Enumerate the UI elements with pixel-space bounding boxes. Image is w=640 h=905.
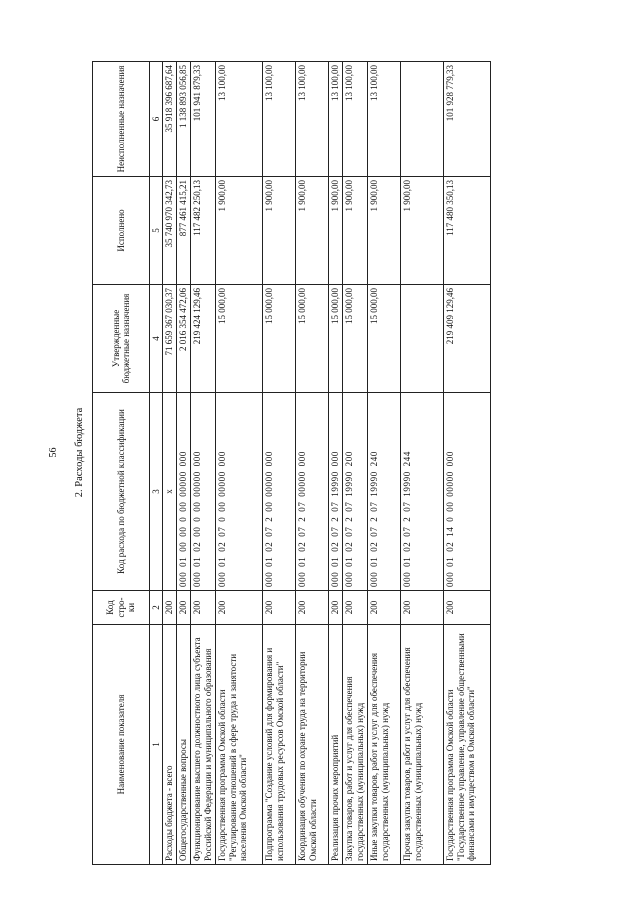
executed-amount: 117 482 250,13: [191, 177, 216, 285]
executed-amount: 1 900,00: [401, 177, 444, 285]
col-number: 5: [150, 177, 163, 285]
approved-amount: 71 659 367 030,37: [163, 285, 177, 393]
col-header-line-code: Код стро-ки: [93, 591, 150, 625]
approved-amount: 15 000,00: [216, 285, 263, 393]
table-row: [296, 62, 329, 865]
line-code: 200: [296, 591, 329, 625]
unexecuted-amount: 101 928 779,33: [444, 62, 491, 177]
classification-code: 000 01 02 14 0 00 00000 000: [444, 393, 491, 591]
table-row: [163, 62, 177, 865]
approved-amount: 219 409 129,46: [444, 285, 491, 393]
col-header-name: Наименование показателя: [93, 625, 150, 865]
executed-amount: 1 900,00: [368, 177, 401, 285]
classification-code: 000 01 02 07 2 07 19990 000: [329, 393, 343, 591]
indicator-name: Функционирование высшего должностного лица субъекта Российской Федерации и муниципального образования: [191, 625, 216, 865]
indicator-name: Реализация прочих мероприятий: [329, 625, 343, 865]
indicator-name: Расходы бюджета - всего: [163, 625, 177, 865]
indicator-name: Подпрограмма "Создание условий для формирования и использования трудовых ресурсов Омской области": [263, 625, 296, 865]
line-code: 200: [163, 591, 177, 625]
classification-code: 000 01 02 07 2 00 00000 000: [263, 393, 296, 591]
table-row: [329, 62, 343, 865]
col-number: 4: [150, 285, 163, 393]
unexecuted-amount: 13 100,00: [368, 62, 401, 177]
unexecuted-amount: 35 918 396 687,64: [163, 62, 177, 177]
classification-code: 000 01 02 00 0 00 00000 000: [191, 393, 216, 591]
indicator-name: Иные закупки товаров, работ и услуг для обеспечения государственных (муниципальных) нужд: [368, 625, 401, 865]
line-code: 200: [177, 591, 191, 625]
executed-amount: 1 900,00: [263, 177, 296, 285]
table-row: [263, 62, 296, 865]
executed-amount: 1 900,00: [329, 177, 343, 285]
classification-code: 000 01 02 07 2 07 19990 200: [343, 393, 368, 591]
unexecuted-amount: 13 100,00: [343, 62, 368, 177]
executed-amount: 1 900,00: [343, 177, 368, 285]
classification-code: 000 01 02 07 2 07 19990 244: [401, 393, 444, 591]
line-code: 200: [263, 591, 296, 625]
approved-amount: 15 000,00: [263, 285, 296, 393]
indicator-name: Общегосударственные вопросы: [177, 625, 191, 865]
col-number: 1: [150, 625, 163, 865]
classification-code: 000 01 02 07 2 07 19990 240: [368, 393, 401, 591]
page-number: 56: [48, 447, 59, 458]
col-number: 3: [150, 393, 163, 591]
line-code: 200: [329, 591, 343, 625]
classification-code: 000 01 02 07 0 00 00000 000: [216, 393, 263, 591]
unexecuted-amount: 13 100,00: [329, 62, 343, 177]
col-header-approved: Утвержденные бюджетные назначения: [93, 285, 150, 393]
approved-amount: 15 000,00: [343, 285, 368, 393]
table-row: [216, 62, 263, 865]
table-row: [401, 62, 444, 865]
table-row: [191, 62, 216, 865]
table-row: [177, 62, 191, 865]
line-code: 200: [191, 591, 216, 625]
budget-expenses-table: [92, 61, 491, 865]
executed-amount: 1 900,00: [216, 177, 263, 285]
line-code: 200: [343, 591, 368, 625]
unexecuted-amount: 13 100,00: [296, 62, 329, 177]
col-number: 2: [150, 591, 163, 625]
indicator-name: Государственная программа Омской области "Регулирование отношений в сфере труда и занятости населения Омской области": [216, 625, 263, 865]
col-header-unexecuted: Неисполненные назначения: [93, 62, 150, 177]
indicator-name: Прочая закупка товаров, работ и услуг для обеспечения государственных (муниципальных) нужд: [401, 625, 444, 865]
col-header-classification-code: Код расхода по бюджетной классификации: [93, 393, 150, 591]
section-title: 2. Расходы бюджета: [74, 407, 85, 498]
col-number: 6: [150, 62, 163, 177]
unexecuted-amount: [401, 62, 444, 177]
unexecuted-amount: 101 941 879,33: [191, 62, 216, 177]
table-row: [343, 62, 368, 865]
line-code: 200: [216, 591, 263, 625]
approved-amount: [401, 285, 444, 393]
line-code: 200: [444, 591, 491, 625]
unexecuted-amount: 13 100,00: [216, 62, 263, 177]
approved-amount: 2 016 354 472,06: [177, 285, 191, 393]
approved-amount: 219 424 129,46: [191, 285, 216, 393]
executed-amount: 1 900,00: [296, 177, 329, 285]
table-header-row: [93, 62, 150, 865]
col-header-executed: Исполнено: [93, 177, 150, 285]
column-number-row: [150, 62, 163, 865]
classification-code: 000 01 02 07 2 07 00000 000: [296, 393, 329, 591]
indicator-name: Закупка товаров, работ и услуг для обеспечения государственных (муниципальных) нужд: [343, 625, 368, 865]
indicator-name: Координация обучения по охране труда на территории Омской области: [296, 625, 329, 865]
line-code: 200: [368, 591, 401, 625]
executed-amount: 35 740 970 342,73: [163, 177, 177, 285]
table-body: [163, 62, 491, 865]
unexecuted-amount: 13 100,00: [263, 62, 296, 177]
classification-code: 000 01 00 00 0 00 00000 000: [177, 393, 191, 591]
executed-amount: 117 480 350,13: [444, 177, 491, 285]
line-code: 200: [401, 591, 444, 625]
approved-amount: 15 000,00: [296, 285, 329, 393]
approved-amount: 15 000,00: [329, 285, 343, 393]
classification-code: x: [163, 393, 177, 591]
approved-amount: 15 000,00: [368, 285, 401, 393]
table-row: [444, 62, 491, 865]
indicator-name: Государственная программа Омской области "Государственное управление, управление общественными финансами и имуществом в Омской области": [444, 625, 491, 865]
table-row: [368, 62, 401, 865]
unexecuted-amount: 1 138 893 056,85: [177, 62, 191, 177]
executed-amount: 877 461 415,21: [177, 177, 191, 285]
